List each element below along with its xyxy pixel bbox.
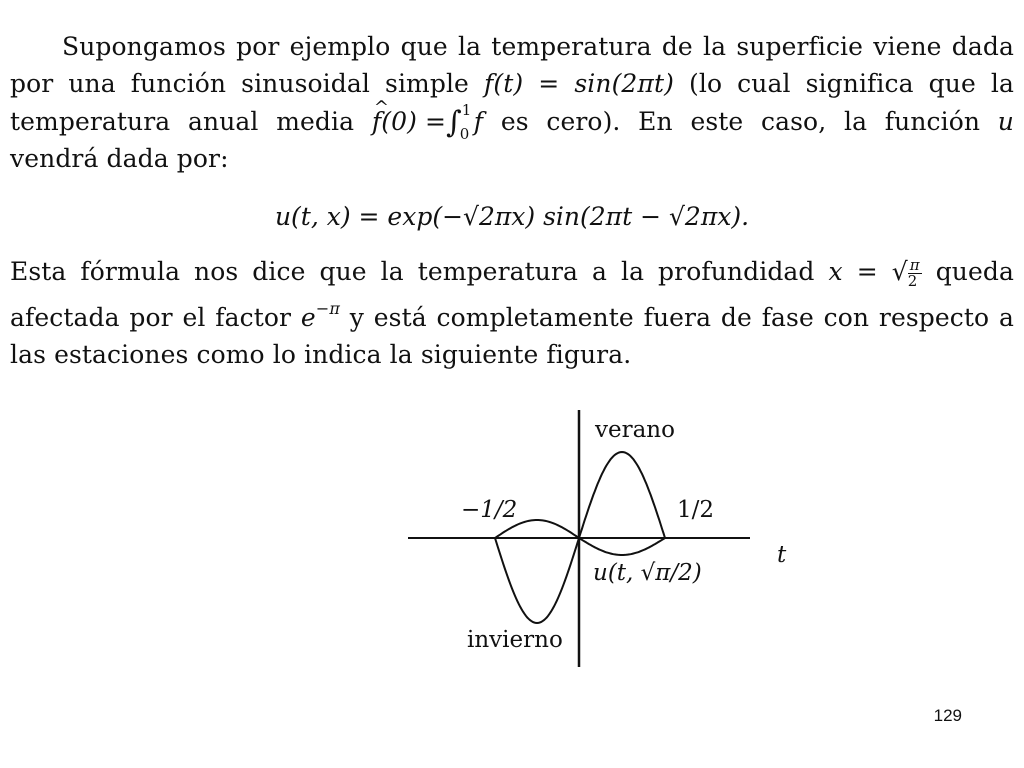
math-surface-function: f(t) = sin(2πt) xyxy=(484,69,674,98)
display-formula: u(t, x) = exp(−√2πx) sin(2πt − √2πx). xyxy=(274,202,750,231)
math-depth: x = xyxy=(828,257,892,286)
math-factor-exponent: −π xyxy=(315,299,340,318)
phase-figure-svg xyxy=(405,405,800,670)
math-mean-temperature: ^ f(0) = xyxy=(372,103,446,140)
text-segment: por una función sinusoidal simple xyxy=(10,69,484,98)
integral-limits xyxy=(459,101,474,143)
paragraph-intro-line-1: Supongamos por ejemplo que la temperatura de la superficie viene dada xyxy=(62,32,1014,61)
math-function-u: u xyxy=(997,107,1014,136)
paragraph-explanation-line-1 xyxy=(10,253,1014,290)
text-segment: temperatura anual media xyxy=(10,107,372,136)
label-u: u(t, √π/2) xyxy=(593,560,702,586)
text-segment: y está completamente fuera de fase con respecto a xyxy=(339,303,1014,332)
paragraph-intro-line-3 xyxy=(10,101,1014,143)
math-sqrt-fraction: √ $\frac{\pi}{2}$ xyxy=(891,256,920,290)
label-pos-half: 1/2 xyxy=(677,497,715,523)
fraction-numerator: π xyxy=(909,256,920,274)
winter-curve xyxy=(495,538,579,623)
paragraph-explanation xyxy=(10,253,1014,373)
paragraph-intro-line-4: vendrá dada por: xyxy=(10,144,229,173)
phase-figure xyxy=(405,405,800,670)
label-summer: verano xyxy=(595,417,675,443)
paragraph-explanation-line-2 xyxy=(10,290,1014,336)
integral-upper-limit: 1 xyxy=(461,101,472,119)
math-factor-base: e xyxy=(300,303,316,332)
text-segment: (lo cual significa que la xyxy=(673,69,1014,98)
fraction-denominator: 2 xyxy=(907,272,918,290)
math-integrand: f xyxy=(473,107,484,136)
page-number: 129 xyxy=(933,706,962,725)
text-segment: Esta fórmula nos dice que la temperatura a la profundidad xyxy=(10,257,829,286)
integral-sign: ∫ xyxy=(446,105,462,140)
fraction xyxy=(908,258,922,289)
text-segment: afectada por el factor xyxy=(10,303,301,332)
paragraph-intro-line-2 xyxy=(10,65,1014,102)
summer-curve xyxy=(579,452,665,538)
damped-curve-right xyxy=(579,538,665,555)
paragraph-explanation-line-3: las estaciones como lo indica la siguiente figura. xyxy=(10,340,632,369)
label-winter: invierno xyxy=(467,627,563,653)
text-segment: queda xyxy=(921,257,1015,286)
label-neg-half: −1/2 xyxy=(461,497,518,523)
text-segment: es cero). En este caso, la función xyxy=(483,107,998,136)
integral-lower-limit: 0 xyxy=(459,125,470,143)
label-t: t xyxy=(777,542,787,568)
paragraph-intro xyxy=(10,28,1014,177)
